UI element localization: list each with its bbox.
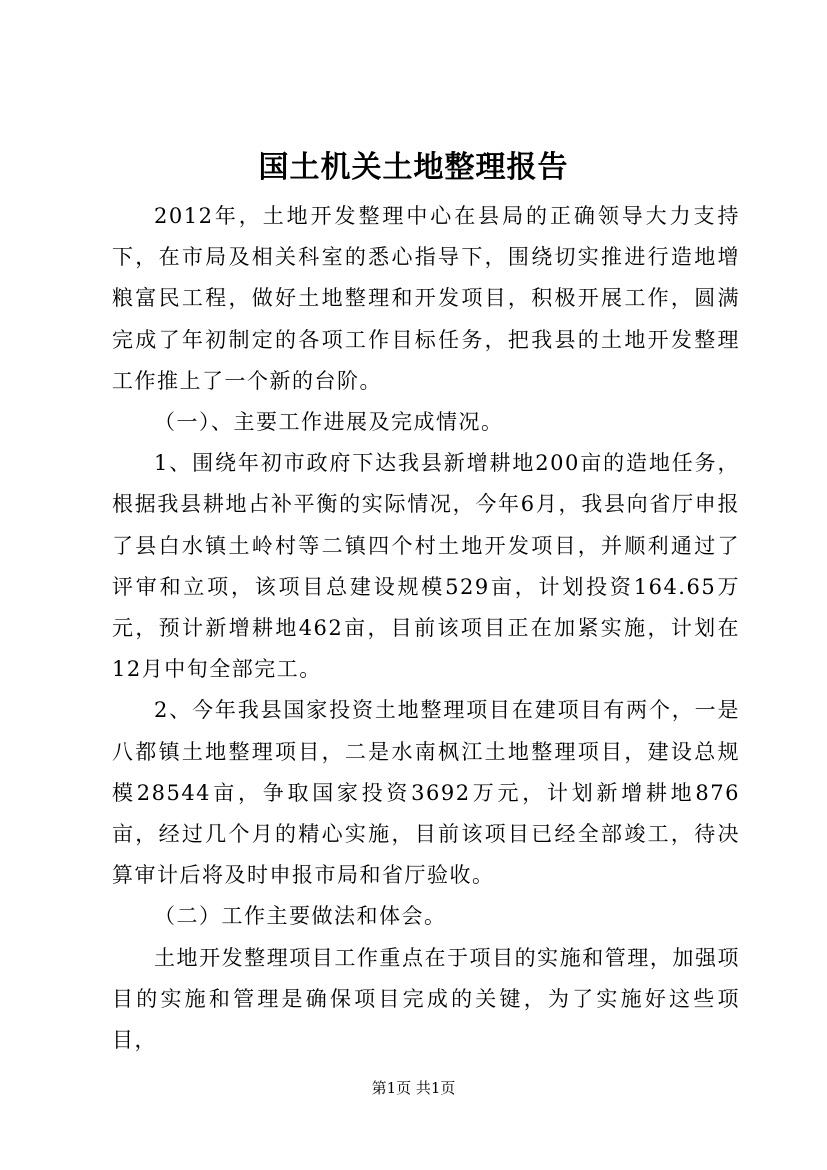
paragraph-intro: 2012年，土地开发整理中心在县局的正确领导大力支持下，在市局及相关科室的悉心指导下，围绕切实推进行造地增粮富民工程，做好土地整理和开发项目，积极开展工作，圆满完成了年初制定的各项工作目标任务，把我县的土地开发整理工作推上了一个新的台阶。: [112, 204, 740, 393]
paragraph-methods: 土地开发整理项目工作重点在于项目的实施和管理，加强项目的实施和管理是确保项目完成的关键，为了实施好这些项目，: [112, 945, 740, 1053]
section-heading-progress: （一）、主要工作进展及完成情况。: [154, 410, 504, 435]
document-body: [112, 196, 740, 1061]
paragraph-item-2: 2、今年我县国家投资土地整理项目在建项目有两个，一是八都镇土地整理项目，二是水南枫江土地整理项目，建设总规模28544亩，争取国家投资3692万元，计划新增耕地876亩，经过几个月的精心实施，目前该项目已经全部竣工，待决算审计后将及时申报市局和省厅验收。: [112, 698, 740, 888]
section-heading-methods: （二）工作主要做法和体会。: [154, 904, 447, 929]
page-footer: 第1页 共1页: [371, 1079, 456, 1097]
document-title: 国土机关土地整理报告: [258, 150, 569, 185]
paragraph-item-1: 1、围绕年初市政府下达我县新增耕地200亩的造地任务，根据我县耕地占补平衡的实际情况，今年6月，我县向省厅申报了县白水镇土岭村等二镇四个村土地开发项目，并顺利通过了评审和立项，该项目总建设规模529亩，计划投资164.65万元，预计新增耕地462亩，目前该项目正在加紧实施，计划在12月中旬全部完工。: [112, 451, 740, 682]
